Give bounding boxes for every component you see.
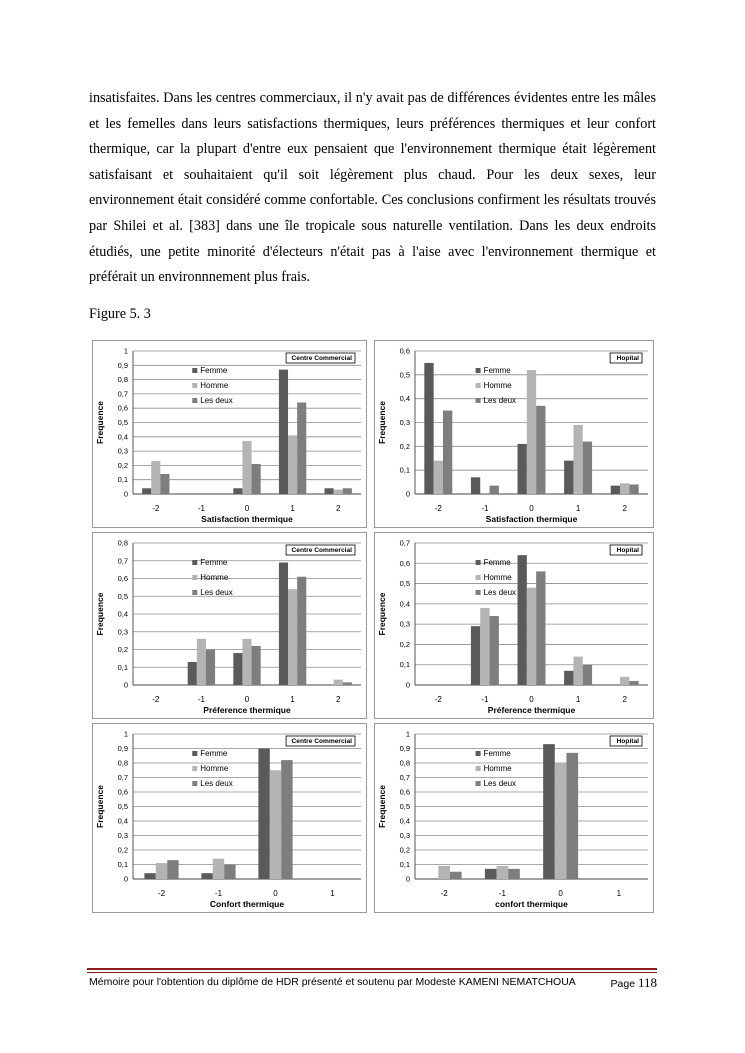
- y-tick-label: 0,8: [117, 375, 128, 385]
- bar-les-deux: [629, 681, 638, 685]
- bar-les-deux: [508, 869, 520, 879]
- x-tick-label: 0: [244, 504, 250, 513]
- y-tick-label: 0,1: [399, 465, 410, 475]
- y-tick-label: 0,7: [117, 773, 128, 782]
- y-tick-label: 0,3: [117, 627, 128, 637]
- bar-les-deux: [443, 411, 452, 494]
- y-tick-label: 0,2: [117, 845, 128, 855]
- y-tick-label: 0: [405, 680, 410, 690]
- x-axis-title: Confort thermique: [209, 899, 285, 909]
- y-tick-label: 0,1: [399, 660, 410, 670]
- bar-les-deux: [224, 865, 235, 880]
- bar-les-deux: [297, 577, 306, 685]
- legend-label: Femme: [200, 749, 228, 758]
- bar-homme: [156, 863, 167, 879]
- bar-homme: [288, 589, 297, 685]
- y-tick-label: 0,9: [117, 360, 128, 370]
- legend-swatch: [192, 766, 197, 771]
- bar-femme: [279, 563, 288, 685]
- bar-homme: [213, 859, 224, 879]
- x-tick-label: 1: [575, 695, 581, 704]
- footer-rule: [87, 968, 657, 970]
- y-axis-title: Frequence: [95, 592, 105, 636]
- legend-label: Homme: [200, 764, 229, 773]
- y-tick-label: 0,7: [399, 538, 410, 548]
- y-axis-title: Frequence: [377, 401, 387, 444]
- location-label: Hopital: [616, 355, 639, 362]
- y-tick-label: 0,9: [117, 744, 128, 753]
- bar-homme: [620, 677, 629, 685]
- y-tick-label: 0,2: [117, 460, 128, 470]
- bar-femme: [188, 662, 197, 685]
- location-label: Centre Commercial: [291, 355, 352, 362]
- x-tick-label: -2: [152, 504, 160, 513]
- legend-label: Homme: [483, 764, 512, 773]
- legend-label: Les deux: [200, 588, 233, 597]
- bar-femme: [279, 370, 288, 494]
- bar-femme: [233, 488, 242, 494]
- y-tick-label: 0,6: [117, 574, 128, 583]
- legend-label: Les deux: [200, 396, 233, 405]
- legend-swatch: [192, 398, 197, 403]
- page-label: Page: [610, 978, 636, 990]
- y-tick-label: 0,3: [117, 831, 128, 840]
- legend-swatch: [476, 575, 481, 580]
- y-tick-label: 0: [123, 874, 128, 884]
- bar-les-deux: [583, 665, 592, 685]
- legend-label: Homme: [200, 573, 229, 582]
- x-tick-label: -1: [214, 889, 223, 898]
- x-tick-label: 0: [558, 889, 563, 898]
- bar-les-deux: [281, 760, 292, 879]
- x-tick-label: 2: [622, 504, 627, 513]
- bar-femme: [471, 477, 480, 494]
- bar-les-deux: [343, 682, 352, 685]
- bar-les-deux: [536, 406, 545, 494]
- x-axis-title: Satisfaction thermique: [485, 514, 578, 524]
- x-tick-label: -1: [481, 504, 489, 513]
- bar-femme: [543, 744, 555, 879]
- bar-les-deux: [252, 646, 261, 685]
- bar-les-deux: [490, 616, 499, 685]
- legend-label: Femme: [483, 749, 511, 758]
- y-tick-label: 0,7: [117, 556, 128, 566]
- bar-homme: [151, 461, 160, 494]
- bar-femme: [142, 488, 151, 494]
- y-tick-label: 0,3: [399, 619, 410, 629]
- y-tick-label: 0,3: [399, 418, 410, 427]
- chart-svg-preference-hopital: [375, 533, 653, 718]
- bar-femme: [144, 873, 155, 879]
- bar-homme: [527, 588, 536, 685]
- bar-homme: [197, 639, 206, 685]
- location-label: Centre Commercial: [291, 738, 352, 745]
- chart-svg-confort-hopital: [375, 724, 653, 912]
- legend-label: Les deux: [483, 396, 517, 405]
- bar-les-deux: [566, 753, 578, 879]
- y-tick-label: 0,3: [399, 831, 410, 840]
- x-tick-label: 1: [575, 504, 581, 513]
- footer-rule-thin: [87, 972, 657, 973]
- chart-svg-preference-centre: [93, 533, 366, 718]
- bar-homme: [438, 866, 450, 879]
- y-tick-label: 0,7: [117, 389, 128, 399]
- bar-les-deux: [297, 402, 306, 494]
- x-tick-label: -1: [197, 695, 205, 704]
- x-tick-label: 0: [273, 889, 278, 898]
- legend-swatch: [476, 368, 481, 373]
- y-tick-label: 0,9: [399, 744, 410, 753]
- x-axis-title: Satisfaction thermique: [201, 514, 293, 524]
- y-tick-label: 0,5: [399, 802, 410, 811]
- x-tick-label: -2: [434, 695, 442, 704]
- legend-label: Les deux: [483, 588, 517, 597]
- footer-text: Mémoire pour l'obtention du diplôme de HDR présenté et soutenu par Modeste KAMENI NEMATCHOUA: [89, 976, 576, 988]
- y-tick-label: 0,4: [399, 599, 410, 609]
- bar-femme: [518, 444, 527, 494]
- page-indicator: [611, 975, 657, 991]
- bar-homme: [334, 490, 343, 494]
- y-tick-label: 0,4: [399, 394, 410, 404]
- bar-homme: [555, 763, 567, 879]
- x-tick-label: -2: [434, 504, 442, 513]
- chart-svg-satisfaction-centre: [93, 341, 366, 527]
- bar-les-deux: [629, 484, 638, 494]
- bar-homme: [288, 435, 297, 494]
- y-tick-label: 0,6: [399, 787, 410, 797]
- bar-les-deux: [167, 860, 178, 879]
- y-tick-label: 0,5: [117, 802, 128, 811]
- y-tick-label: 1: [123, 346, 128, 356]
- legend-label: Les deux: [200, 779, 233, 788]
- bar-les-deux: [536, 571, 545, 685]
- y-tick-label: 0: [123, 489, 128, 499]
- legend-label: Femme: [200, 558, 228, 567]
- bar-homme: [242, 441, 251, 494]
- legend-label: Homme: [483, 573, 512, 582]
- x-tick-label: 0: [529, 504, 534, 513]
- bar-homme: [434, 461, 443, 494]
- legend-swatch: [476, 398, 481, 403]
- legend-swatch: [192, 368, 197, 373]
- y-tick-label: 0,1: [117, 475, 128, 485]
- x-tick-label: 1: [290, 504, 295, 513]
- bar-homme: [620, 483, 629, 494]
- bar-homme: [334, 680, 343, 685]
- chart-satisfaction-hopital: [374, 340, 654, 528]
- y-tick-label: 0,6: [117, 787, 128, 797]
- bar-homme: [573, 425, 582, 494]
- legend-swatch: [476, 751, 481, 756]
- chart-preference-hopital: [374, 532, 654, 719]
- x-tick-label: 2: [335, 504, 341, 513]
- y-tick-label: 0,5: [399, 579, 410, 589]
- y-tick-label: 0,1: [399, 860, 410, 869]
- location-label: Hopital: [616, 738, 639, 745]
- bar-les-deux: [490, 486, 499, 494]
- legend-swatch: [192, 383, 197, 388]
- chart-confort-hopital: [374, 723, 654, 913]
- bar-les-deux: [343, 488, 352, 494]
- bar-femme: [325, 488, 334, 494]
- chart-preference-centre: [92, 532, 367, 719]
- y-tick-label: 0,3: [117, 446, 128, 456]
- x-axis-title: confort thermique: [495, 899, 568, 909]
- bar-femme: [611, 486, 620, 494]
- x-tick-label: 1: [330, 889, 335, 898]
- y-tick-label: 0,2: [399, 639, 410, 649]
- legend-label: Les deux: [483, 779, 517, 788]
- bar-les-deux: [206, 650, 215, 686]
- x-tick-label: 0: [244, 695, 250, 704]
- bar-femme: [564, 461, 573, 494]
- y-tick-label: 0,6: [399, 346, 410, 356]
- x-tick-label: 1: [290, 695, 295, 704]
- chart-satisfaction-centre: [92, 340, 367, 528]
- y-axis-title: Frequence: [377, 785, 387, 828]
- y-tick-label: 0: [405, 874, 410, 884]
- bar-homme: [573, 657, 582, 685]
- chart-svg-confort-centre: [93, 724, 366, 912]
- y-tick-label: 0,8: [399, 758, 410, 768]
- legend-swatch: [192, 560, 197, 565]
- bar-les-deux: [583, 442, 592, 494]
- x-tick-label: -1: [481, 695, 489, 704]
- legend-label: Femme: [200, 366, 228, 375]
- y-tick-label: 0,1: [117, 860, 128, 869]
- bar-femme: [201, 873, 212, 879]
- y-axis-title: Frequence: [95, 401, 105, 444]
- page-number: 118: [637, 975, 657, 990]
- bar-homme: [497, 866, 509, 879]
- bar-les-deux: [450, 872, 462, 879]
- y-tick-label: 0,4: [399, 816, 410, 826]
- bar-femme: [424, 363, 433, 494]
- bar-femme: [233, 653, 242, 685]
- bar-femme: [258, 749, 269, 880]
- x-tick-label: 1: [616, 889, 622, 898]
- y-tick-label: 0,8: [117, 758, 128, 768]
- y-tick-label: 0,6: [117, 403, 128, 413]
- legend-swatch: [476, 766, 481, 771]
- legend-swatch: [192, 575, 197, 580]
- y-tick-label: 0,8: [117, 538, 128, 548]
- legend-swatch: [476, 590, 481, 595]
- figure-caption: Figure 5. 3: [89, 306, 151, 322]
- bar-femme: [471, 626, 480, 685]
- y-tick-label: 0,5: [399, 370, 410, 380]
- location-label: Centre Commercial: [291, 547, 352, 554]
- bar-femme: [518, 555, 527, 685]
- y-tick-label: 0,7: [399, 773, 410, 782]
- y-tick-label: 1: [405, 729, 410, 739]
- y-tick-label: 0,5: [117, 418, 128, 427]
- bar-homme: [270, 770, 281, 879]
- y-tick-label: 0,4: [117, 816, 128, 826]
- x-tick-label: -2: [152, 695, 160, 704]
- x-axis-title: Préference thermique: [487, 705, 576, 715]
- bar-les-deux: [160, 474, 169, 494]
- chart-svg-satisfaction-hopital: [375, 341, 653, 527]
- y-tick-label: 0: [123, 680, 128, 690]
- chart-confort-centre: [92, 723, 367, 913]
- x-tick-label: -1: [498, 889, 506, 898]
- y-tick-label: 0,4: [117, 432, 128, 442]
- location-label: Hopital: [616, 547, 639, 554]
- y-tick-label: 1: [123, 729, 128, 739]
- x-tick-label: -1: [197, 504, 205, 513]
- y-axis-title: Frequence: [95, 785, 105, 828]
- x-tick-label: 0: [529, 695, 534, 704]
- legend-swatch: [476, 781, 481, 786]
- legend-label: Femme: [483, 366, 511, 375]
- legend-label: Femme: [483, 558, 511, 567]
- bar-femme: [564, 671, 573, 685]
- x-axis-title: Préference thermique: [203, 705, 291, 715]
- legend-swatch: [476, 383, 481, 388]
- y-tick-label: 0,2: [117, 645, 128, 654]
- bar-homme: [242, 639, 251, 685]
- legend-swatch: [192, 781, 197, 786]
- body-paragraph: insatisfaites. Dans les centres commerciaux, il n'y avait pas de différences évidentes entre les mâles et les femelles dans leurs satisfactions thermiques, leurs préférences thermiques et leur confort thermique, car la plupart d'entre eux pensaient que l'environnement thermique était légèrement satisfaisant et souhaitaient qu'il soit légèrement plus chaud. Pour les deux sexes, leur environnement était considéré comme confortable. Ces conclusions confirment les résultats trouvés par Shilei et al. [383] dans une île tropicale sous naturelle ventilation. Dans les deux endroits étudiés, une petite minorité d'électeurs n'était pas à l'aise avec l'environnement thermique et préférait un environnnement plus frais.: [89, 90, 656, 286]
- legend-label: Homme: [200, 381, 229, 390]
- x-tick-label: -2: [440, 889, 448, 898]
- y-tick-label: 0,6: [399, 558, 410, 568]
- y-tick-label: 0,2: [399, 441, 410, 451]
- bar-homme: [527, 370, 536, 494]
- legend-swatch: [192, 751, 197, 756]
- x-tick-label: 2: [622, 695, 627, 704]
- x-tick-label: -2: [157, 889, 166, 898]
- y-tick-label: 0: [405, 489, 410, 499]
- x-tick-label: 2: [335, 695, 341, 704]
- y-tick-label: 0,5: [117, 591, 128, 601]
- y-tick-label: 0,2: [399, 845, 410, 855]
- bar-homme: [480, 608, 489, 685]
- legend-label: Homme: [483, 381, 512, 390]
- bar-les-deux: [252, 464, 261, 494]
- legend-swatch: [192, 590, 197, 595]
- y-axis-title: Frequence: [377, 592, 387, 636]
- legend-swatch: [476, 560, 481, 565]
- y-tick-label: 0,1: [117, 662, 128, 672]
- y-tick-label: 0,4: [117, 609, 128, 619]
- bar-femme: [485, 869, 497, 879]
